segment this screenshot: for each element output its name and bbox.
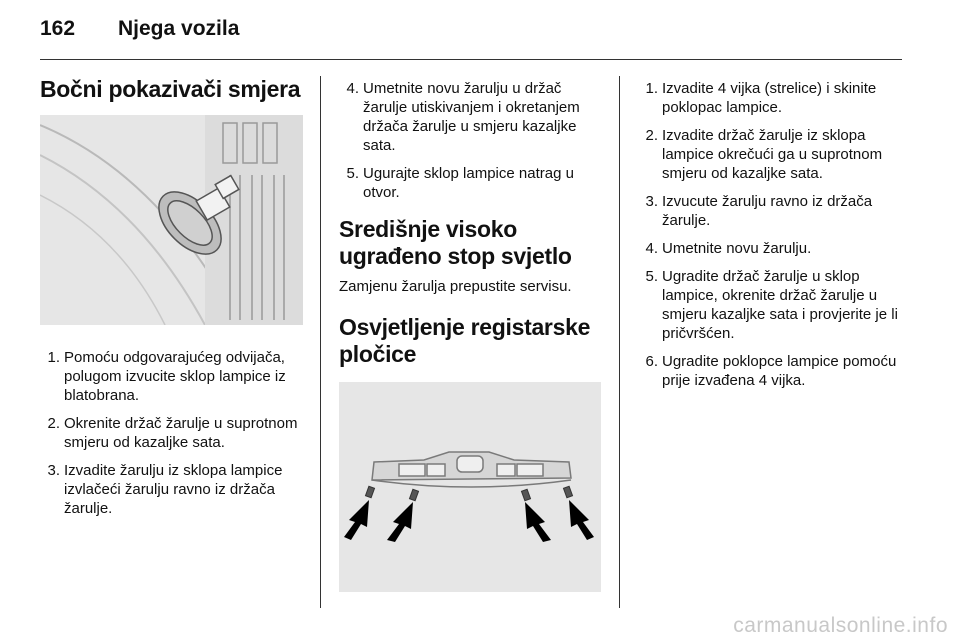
list-item xyxy=(638,79,906,117)
figure-side-indicator-lamp xyxy=(40,115,303,325)
step-number: 4. xyxy=(645,240,658,257)
license-plate-lamp-illustration xyxy=(339,382,601,592)
step-text: Okrenite držač žarulje u suprotnom smjeru od kazaljke sata. xyxy=(64,415,298,451)
side-indicator-illustration xyxy=(40,115,303,325)
step-text: Ugradite držač žarulje u sklop lampice, okrenite držač žarulje u smjeru kazaljke sata i provjerite je li pričvršćen. xyxy=(662,268,898,342)
section-heading-side-indicators: Bočni pokazivači smjera xyxy=(40,76,301,102)
step-number: 6. xyxy=(645,353,658,370)
list-item xyxy=(339,79,607,155)
step-text: Pomoću odgovarajućeg odvijača, polugom izvucite sklop lampice iz blatobrana. xyxy=(64,349,286,404)
step-text: Izvucute žarulju ravno iz držača žarulje. xyxy=(662,193,873,229)
chapter-title: Njega vozila xyxy=(118,17,240,40)
brake-light-text: Zamjenu žarulja prepustite servisu. xyxy=(339,278,572,295)
step-text: Izvadite držač žarulje iz sklopa lampice okrečući ga u suprotnom smjeru od kazaljke sata. xyxy=(662,127,883,182)
step-number: 3. xyxy=(645,193,658,210)
steps-list-plate-light xyxy=(638,79,906,390)
list-item xyxy=(40,348,305,405)
step-text: Umetnite novu žarulju u držač žarulje utiskivanjem i okretanjem držača žarulje u smjeru kazaljke sata. xyxy=(363,80,580,154)
step-text: Ugradite poklopce lampice pomoću prije izvađena 4 vijka. xyxy=(662,353,897,389)
step-number: 3. xyxy=(47,462,60,479)
step-number: 4. xyxy=(346,80,359,97)
column-divider-1 xyxy=(320,76,321,608)
column-middle xyxy=(339,79,607,592)
column-divider-2 xyxy=(619,76,620,608)
list-item xyxy=(638,352,906,390)
list-item xyxy=(40,414,305,452)
steps-list-side-indicators xyxy=(40,348,305,518)
figure-license-plate-lamp xyxy=(339,382,601,592)
section-heading-plate-light: Osvjetljenje registarske pločice xyxy=(339,314,591,367)
list-item xyxy=(638,267,906,343)
list-item xyxy=(638,126,906,183)
step-number: 1. xyxy=(47,349,60,366)
watermark-text: carmanualsonline.info xyxy=(733,614,948,637)
step-number: 5. xyxy=(346,165,359,182)
step-number: 5. xyxy=(645,268,658,285)
step-text: Umetnite novu žarulju. xyxy=(662,240,812,257)
column-plate-light-steps xyxy=(638,79,906,399)
column-side-indicators xyxy=(40,76,305,527)
steps-list-side-indicators-cont xyxy=(339,79,607,202)
step-text: Izvadite žarulju iz sklopa lampice izvlačeći žarulju ravno iz držača žarulje. xyxy=(64,462,283,517)
step-text: Ugurajte sklop lampice natrag u otvor. xyxy=(363,165,574,201)
step-number: 2. xyxy=(47,415,60,432)
step-number: 2. xyxy=(645,127,658,144)
step-text: Izvadite 4 vijka (strelice) i skinite poklopac lampice. xyxy=(662,80,877,116)
list-item xyxy=(40,461,305,518)
step-number: 1. xyxy=(645,80,658,97)
list-item xyxy=(638,192,906,230)
header-rule xyxy=(40,59,902,60)
list-item xyxy=(339,164,607,202)
list-item xyxy=(638,239,906,258)
page-number: 162 xyxy=(40,17,76,40)
section-heading-brake-light: Središnje visoko ugrađeno stop svjetlo xyxy=(339,216,572,269)
